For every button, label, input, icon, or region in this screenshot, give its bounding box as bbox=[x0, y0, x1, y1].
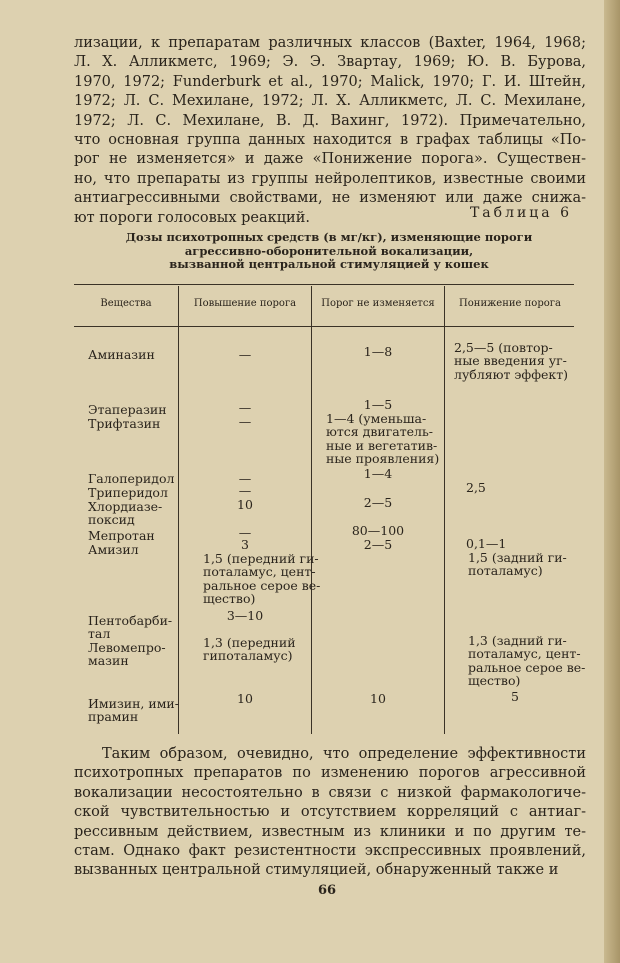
table-header-rule bbox=[74, 326, 574, 327]
unchanged-value: 1—5 bbox=[363, 397, 393, 412]
text-line: 1972; Л. С. Мехилане, 1972; Л. Х. Алликметс, Л. С. Мехилане, bbox=[74, 93, 586, 110]
cell-line: тал bbox=[88, 626, 111, 642]
increase-value: — bbox=[238, 471, 252, 486]
text-line: стам. Однако факт резистентности экспрессивных проявлений, bbox=[74, 843, 586, 860]
cell-line: прамин bbox=[88, 709, 139, 725]
cell-line: 1,5 (задний ги- bbox=[468, 550, 567, 565]
cell-line: 1,3 (передний bbox=[203, 635, 296, 650]
text-line: 1970, 1972; Funderburk et al., 1970; Malick, 1970; Г. И. Штейн, bbox=[74, 73, 586, 90]
unchanged-value: 2—5 bbox=[363, 537, 393, 552]
cell-line: поксид bbox=[88, 512, 135, 528]
cell-line: ные проявления) bbox=[326, 451, 440, 467]
column-header-substance: Вещества bbox=[100, 298, 152, 309]
substance-name: Мепротан bbox=[88, 528, 155, 543]
cell-line: поталамус) bbox=[468, 563, 543, 579]
column-header-increase: Повышение порога bbox=[193, 298, 297, 309]
cell-line: Имизин, ими- bbox=[88, 696, 179, 711]
unchanged-value: 80—100 bbox=[351, 523, 405, 538]
cell-line: ральное серое ве- bbox=[203, 577, 321, 593]
column-header-unchanged: Порог не изменяется bbox=[321, 298, 435, 309]
decrease-value bbox=[468, 634, 585, 688]
substance-name: Этаперазин bbox=[88, 402, 167, 417]
cell-line: ные и вегетатив- bbox=[326, 437, 438, 453]
book-spine bbox=[604, 0, 620, 963]
increase-value: — bbox=[238, 525, 252, 540]
cell-line: Хлордиазе- bbox=[88, 499, 163, 514]
cell-line: 1,3 (задний ги- bbox=[468, 633, 567, 648]
cell-line: щество) bbox=[468, 673, 521, 689]
substance-name: Триперидол bbox=[88, 485, 168, 500]
substance-name: Амизил bbox=[88, 542, 139, 557]
cell-line: лубляют эффект) bbox=[454, 366, 568, 382]
cell-line: 1—4 (уменьша- bbox=[326, 411, 427, 426]
column-header-decrease: Понижение порога bbox=[459, 298, 561, 309]
paragraph-bottom bbox=[74, 745, 586, 881]
text-line: 1972; Л. С. Мехилане, В. Д. Вахинг, 1972). Примечательно, bbox=[74, 112, 586, 129]
decrease-value bbox=[454, 341, 568, 381]
increase-value: 10 bbox=[237, 497, 253, 512]
cell-line: 2,5—5 (повтор- bbox=[454, 340, 553, 355]
text-line: вызванных центральной стимуляцией, обнаруженный также и bbox=[74, 862, 559, 879]
column-divider bbox=[178, 286, 179, 734]
unchanged-value bbox=[326, 412, 439, 466]
text-line: рог не изменяется» и даже «Понижение порога». Существен- bbox=[74, 151, 586, 168]
increase-value: 10 bbox=[237, 691, 253, 706]
substance-name bbox=[88, 697, 179, 724]
increase-value: — bbox=[238, 483, 252, 498]
unchanged-value: 10 bbox=[370, 691, 386, 706]
table-top-rule bbox=[74, 284, 574, 285]
increase-value: — bbox=[238, 347, 252, 362]
text-line: Л. Х. Алликметс, 1969; Э. Э. Звартау, 1969; Ю. В. Бурова, bbox=[74, 54, 586, 71]
table-title-line: агрессивно-оборонительной вокализации, bbox=[184, 243, 474, 258]
unchanged-value: 1—8 bbox=[363, 344, 393, 359]
substance-name bbox=[88, 614, 172, 641]
decrease-value: 0,1—1 bbox=[466, 536, 507, 551]
decrease-value bbox=[468, 551, 567, 578]
paragraph-top bbox=[74, 34, 586, 228]
substance-name: Аминазин bbox=[88, 347, 155, 362]
text-line: лизации, к препаратам различных классов (Baxter, 1964, 1968; bbox=[74, 35, 586, 51]
text-line: ской чувствительностью и отсутствием корреляций с антиаг- bbox=[74, 804, 586, 821]
cell-line: поталамус, цент- bbox=[203, 564, 316, 580]
unchanged-value: 2—5 bbox=[363, 495, 393, 510]
page-number: 66 bbox=[318, 883, 337, 898]
text-line: но, что препараты из группы нейролептиков, известные своими bbox=[74, 170, 586, 187]
cell-line: 1,5 (передний ги- bbox=[203, 551, 319, 566]
text-line: антиагрессивными свойствами, не изменяют или даже снижа- bbox=[74, 190, 586, 207]
text-line: рессивным действием, известным из клиники и по другим те- bbox=[74, 823, 586, 840]
decrease-value: 5 bbox=[511, 689, 519, 704]
cell-line: Левомепро- bbox=[88, 640, 166, 655]
cell-line: щество) bbox=[203, 591, 256, 607]
table-caption: Таблица 6 bbox=[469, 205, 572, 221]
cell-line: поталамус, цент- bbox=[468, 646, 581, 662]
substance-name: Трифтазин bbox=[88, 416, 161, 431]
table-title bbox=[86, 231, 572, 272]
cell-line: Пентобарби- bbox=[88, 613, 173, 628]
increase-value: 3 bbox=[241, 537, 249, 552]
decrease-value: 2,5 bbox=[466, 480, 486, 495]
increase-value: — bbox=[238, 400, 252, 415]
increase-value: 3—10 bbox=[226, 608, 264, 623]
cell-line: ются двигатель- bbox=[326, 424, 434, 440]
text-line: вокализации несостоятельно в связи с низкой фармакологиче- bbox=[74, 784, 586, 801]
increase-value bbox=[203, 636, 296, 663]
cell-line: ральное серое ве- bbox=[468, 659, 586, 675]
text-line: что основная группа данных находится в графах таблицы «По- bbox=[74, 132, 586, 149]
substance-name: Галоперидол bbox=[88, 471, 175, 486]
increase-value: — bbox=[238, 414, 252, 429]
cell-line: ные введения уг- bbox=[454, 353, 567, 369]
substance-name bbox=[88, 500, 162, 527]
column-divider bbox=[311, 286, 312, 734]
text-line: ют пороги голосовых реакций. bbox=[74, 209, 310, 226]
table-title-line: вызванной центральной стимуляцией у кошек bbox=[169, 257, 489, 271]
cell-line: мазин bbox=[88, 653, 129, 669]
table-title-line: Дозы психотропных средств (в мг/кг), изменяющие пороги bbox=[125, 230, 533, 244]
cell-line: гипоталамус) bbox=[203, 648, 293, 664]
substance-name bbox=[88, 641, 166, 668]
increase-note bbox=[203, 552, 320, 606]
text-line: психотропных препаратов по изменению порогов агрессивной bbox=[74, 765, 586, 782]
column-divider bbox=[444, 286, 445, 734]
unchanged-value: 1—4 bbox=[363, 466, 393, 481]
text-line: Таким образом, очевидно, что определение эффективности bbox=[102, 746, 586, 762]
